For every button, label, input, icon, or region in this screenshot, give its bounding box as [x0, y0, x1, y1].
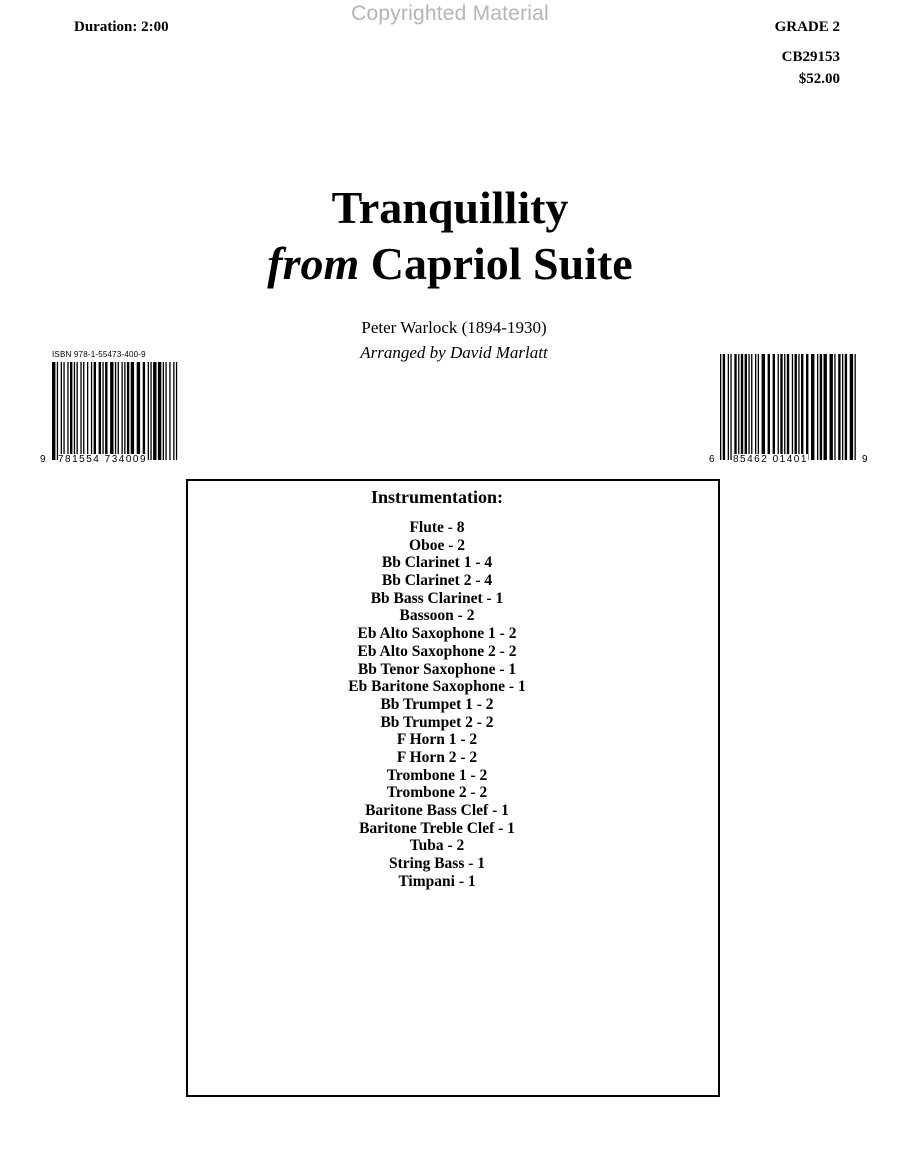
copyright-watermark: Copyrighted Material	[351, 2, 549, 25]
barcode-bar	[728, 354, 729, 460]
instrument-item: Bb Trumpet 2 - 2	[380, 713, 494, 731]
isbn-lead-digit: 9	[40, 454, 48, 465]
price-label: $52.00	[798, 71, 840, 87]
barcode-bar	[741, 354, 743, 460]
barcode-bar	[758, 354, 759, 460]
barcode-bar	[738, 354, 739, 460]
barcode-bar	[806, 354, 808, 460]
barcode-bar	[63, 362, 64, 460]
instrument-item: Eb Baritone Saxophone - 1	[348, 678, 526, 696]
instrument-item: Eb Alto Saxophone 2 - 2	[357, 642, 517, 660]
barcode-bar	[745, 354, 747, 460]
composer-credit: Peter Warlock (1894-1930)	[361, 318, 547, 337]
barcode-bar	[834, 354, 835, 460]
barcode-bar	[830, 354, 833, 460]
instrument-item: Bassoon - 2	[399, 607, 475, 625]
barcode-bar	[787, 354, 789, 460]
barcode-bar	[115, 362, 116, 460]
instrument-item: Trombone 2 - 2	[386, 784, 488, 802]
barcode-bar	[74, 362, 75, 460]
catalog-number: CB29153	[781, 49, 840, 65]
barcode-bar	[94, 362, 96, 460]
barcode-bar	[855, 354, 856, 460]
barcode-bar	[842, 354, 843, 460]
title-subtitle	[0, 239, 900, 289]
barcode-bar	[780, 354, 782, 460]
barcode-bar	[845, 354, 847, 460]
barcode-bar	[801, 354, 803, 460]
barcode-bar	[67, 362, 68, 460]
barcode-bar	[762, 354, 765, 460]
barcode-bar	[137, 362, 140, 460]
barcode-bar	[143, 362, 145, 460]
instrument-item: Timpani - 1	[398, 872, 476, 890]
barcode-bar	[148, 362, 149, 460]
isbn-barcode-digits: 781554 734009	[58, 454, 148, 465]
barcode-bar	[118, 362, 119, 460]
barcode-bar	[730, 354, 731, 460]
barcode-bar	[61, 362, 62, 460]
barcode-bar	[723, 354, 725, 460]
barcode-bar	[77, 362, 78, 460]
barcode-bar	[838, 354, 840, 460]
barcode-bar	[102, 362, 103, 460]
barcode-bar	[824, 354, 827, 460]
barcode-bar	[768, 354, 770, 460]
barcode-bar	[99, 362, 101, 460]
barcode-bar	[158, 362, 161, 460]
title-main: Tranquillity	[331, 182, 569, 233]
page-title	[0, 183, 900, 289]
upc-barcode-icon	[718, 354, 858, 460]
barcode-bar	[820, 354, 822, 460]
instrument-item: Bb Clarinet 2 - 4	[381, 572, 493, 590]
instrument-item: Flute - 8	[409, 519, 465, 536]
barcode-bar	[792, 354, 793, 460]
isbn-barcode-icon	[50, 362, 180, 460]
barcode-bar	[87, 362, 88, 460]
barcode-bar	[850, 354, 853, 460]
barcode-bar	[784, 354, 785, 460]
barcode-bar	[57, 362, 58, 460]
upc-check-digit: 9	[862, 454, 870, 465]
instrument-item: Eb Alto Saxophone 1 - 2	[357, 625, 517, 643]
barcode-bar	[173, 362, 174, 460]
barcode-bar	[778, 354, 779, 460]
barcode-bar	[165, 362, 166, 460]
barcode-bar	[83, 362, 84, 460]
instrument-item: F Horn 2 - 2	[396, 748, 478, 766]
barcode-bar	[811, 354, 814, 460]
instrument-item: String Bass - 1	[388, 855, 486, 873]
barcode-bar	[91, 362, 92, 460]
instrument-item: Bb Bass Clarinet - 1	[370, 589, 504, 607]
arranger-credit: Arranged by David Marlatt	[360, 343, 548, 362]
barcode-bar	[748, 354, 749, 460]
duration-label: Duration: 2:00	[74, 19, 169, 35]
instrumentation-heading: Instrumentation:	[370, 487, 503, 507]
barcode-bar	[169, 362, 170, 460]
barcode-bar	[52, 362, 55, 460]
barcode-bar	[105, 362, 107, 460]
instrument-item: Bb Tenor Saxophone - 1	[357, 660, 517, 678]
upc-lead-digit: 6	[709, 454, 717, 465]
barcode-bar	[773, 354, 775, 460]
barcode-bar	[124, 362, 125, 460]
instrument-item: Bb Trumpet 1 - 2	[380, 695, 494, 713]
title-from-word: from	[267, 238, 360, 289]
barcode-bar	[153, 362, 156, 460]
instrument-item: Tuba - 2	[409, 837, 465, 855]
barcode-bar	[798, 354, 799, 460]
barcode-bar	[755, 354, 756, 460]
instrumentation-list	[172, 519, 702, 890]
barcode-bar	[110, 362, 113, 460]
barcode-bar	[795, 354, 797, 460]
instrument-item: Bb Clarinet 1 - 4	[381, 554, 493, 572]
barcode-bar	[70, 362, 72, 460]
barcode-bar	[176, 362, 177, 460]
instrument-item: Baritone Bass Clef - 1	[365, 802, 509, 819]
barcode-bar	[131, 362, 134, 460]
instrumentation-box	[186, 479, 720, 1097]
isbn-label: ISBN 978-1-55473-400-9	[52, 350, 146, 359]
title-suite-name: Capriol Suite	[370, 238, 633, 289]
upc-barcode-digits: 85462 01401	[733, 454, 808, 465]
barcode-bar	[817, 354, 818, 460]
instrument-item: F Horn 1 - 2	[396, 731, 478, 749]
barcode-bar	[127, 362, 129, 460]
instrument-item: Trombone 1 - 2	[386, 766, 488, 784]
instrument-item: Oboe - 2	[409, 536, 465, 554]
barcode-bar	[720, 354, 721, 460]
barcode-bar	[734, 354, 736, 460]
barcode-bar	[122, 362, 123, 460]
barcode-bar	[80, 362, 81, 460]
grade-label: GRADE 2	[774, 19, 840, 35]
barcode-bar	[751, 354, 752, 460]
instrument-item: Baritone Treble Clef - 1	[359, 819, 515, 837]
barcode-bar	[150, 362, 151, 460]
barcode-bar	[163, 362, 164, 460]
